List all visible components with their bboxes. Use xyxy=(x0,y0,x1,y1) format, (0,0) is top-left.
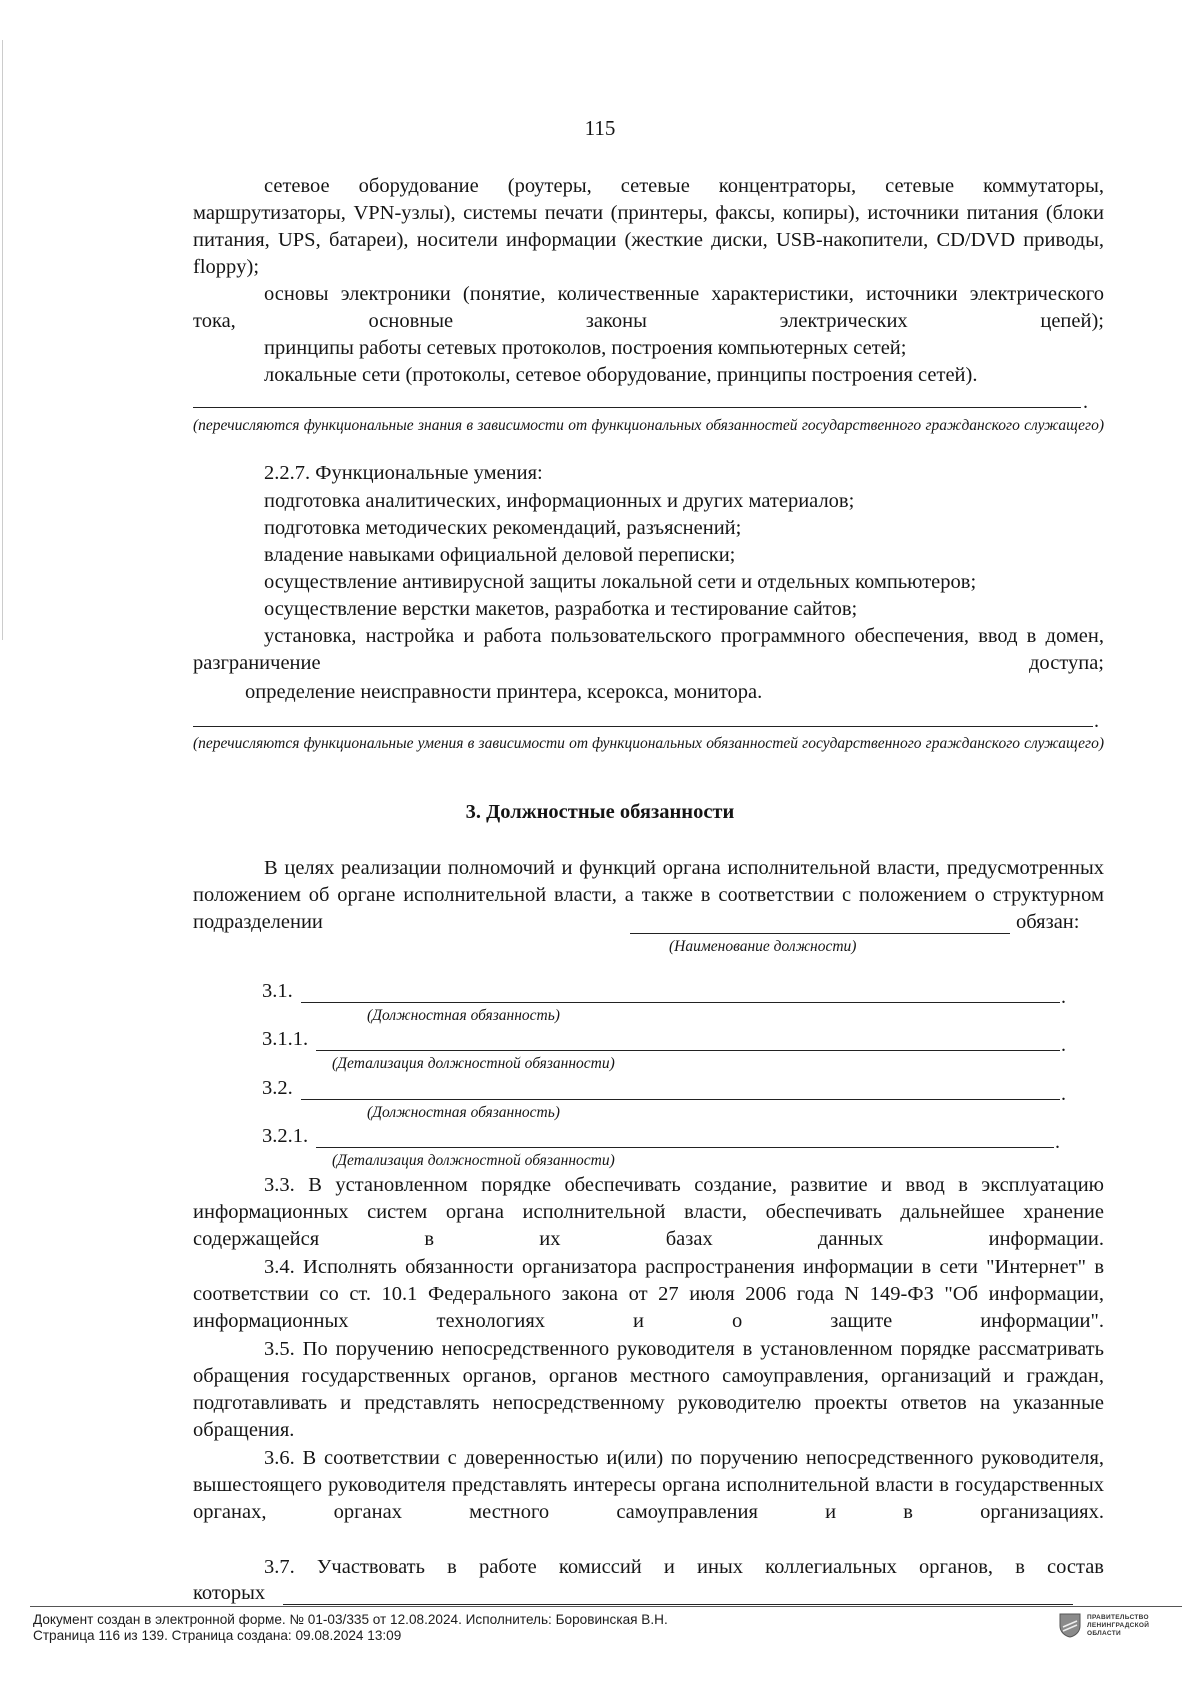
duty-row-period: . xyxy=(1061,1083,1066,1105)
knowledge-blank-period: . xyxy=(1083,391,1088,413)
duty-row-line xyxy=(316,1147,1054,1148)
duty-paragraph: 3.5. По поручению непосредственного руководителя в установленном порядке рассматривать обращения государственных органов, органов местного самоуправления, организаций и граждан, подготавливать и представлять непосредственному руководителю проекты ответов на указанные обращения. xyxy=(193,1338,1104,1441)
knowledge-blank-line xyxy=(193,407,1081,408)
knowledge-item: принципы работы сетевых протоколов, построения компьютерных сетей; xyxy=(264,337,907,359)
duty-row-caption: (Детализация должностной обязанности) xyxy=(332,1152,615,1169)
last-word: которых xyxy=(193,1582,266,1604)
footer-org-line: ЛЕНИНГРАДСКОЙ xyxy=(1087,1622,1150,1629)
membership-blank-line xyxy=(283,1604,1073,1605)
duty-paragraph: 3.7. Участвовать в работе комиссий и иных коллегиальных органов, в состав xyxy=(264,1556,1104,1578)
skills-item: подготовка аналитических, информационных и других материалов; xyxy=(264,490,855,512)
skills-heading: 2.2.7. Функциональные умения: xyxy=(264,462,543,484)
position-blank-line xyxy=(630,933,1010,934)
intro-paragraph xyxy=(193,855,1104,963)
duty-row-label: 3.2. xyxy=(262,1077,293,1099)
duty-row-caption: (Должностная обязанность) xyxy=(367,1104,560,1121)
duty-row-label: 3.1. xyxy=(262,980,293,1002)
duty-row-line xyxy=(316,1050,1060,1051)
knowledge-hint: (перечисляются функциональные знания в зависимости от функциональных обязанностей государственного гражданского служащего) xyxy=(193,417,1104,434)
skills-item: подготовка методических рекомендаций, разъяснений; xyxy=(264,517,742,539)
knowledge-item: основы электроники (понятие, количественные характеристики, источники электрического тока, основные законы электрических цепей); xyxy=(193,283,1104,332)
skills-item: осуществление верстки макетов, разработка и тестирование сайтов; xyxy=(264,598,858,620)
footer-line-2: Страница 116 из 139. Страница создана: 09.08.2024 13:09 xyxy=(33,1628,402,1643)
skills-item: осуществление антивирусной защиты локальной сети и отдельных компьютеров; xyxy=(264,571,977,593)
skills-item: владение навыками официальной деловой переписки; xyxy=(264,544,736,566)
knowledge-item: сетевое оборудование (роутеры, сетевые концентраторы, сетевые коммутаторы, маршрутизаторы, VPN-узлы), системы печати (принтеры, факсы, копиры), источники питания (блоки питания, UPS, батареи), носители информации (жесткие диски, USB-накопители, CD/DVD приводы, floppy); xyxy=(193,175,1104,278)
duty-row-line xyxy=(301,1099,1060,1100)
duty-row-caption: (Должностная обязанность) xyxy=(367,1007,560,1024)
duty-paragraph: 3.3. В установленном порядке обеспечивать создание, развитие и ввод в эксплуатацию информационных систем органа исполнительной власти, обеспечивать дальнейшее хранение содержащейся в их базах данных информации. xyxy=(193,1174,1104,1250)
duty-row-period: . xyxy=(1061,1034,1066,1056)
duty-row-label: 3.2.1. xyxy=(262,1125,309,1147)
skills-item: определение неисправности принтера, ксерокса, монитора. xyxy=(245,681,763,703)
page-number: 115 xyxy=(584,116,616,140)
section-title: 3. Должностные обязанности xyxy=(465,801,735,823)
footer-line-1: Документ создан в электронной форме. № 01-03/335 от 12.08.2024. Исполнитель: Боровинская В.Н. xyxy=(33,1612,668,1627)
skills-item: установка, настройка и работа пользовательского программного обеспечения, ввод в домен, разграничение доступа; xyxy=(193,625,1104,674)
duty-row-caption: (Детализация должностной обязанности) xyxy=(332,1055,615,1072)
knowledge-item: локальные сети (протоколы, сетевое оборудование, принципы построения сетей). xyxy=(264,364,978,386)
coat-of-arms-icon xyxy=(1058,1612,1082,1638)
position-caption: (Наименование должности) xyxy=(669,938,857,955)
intro-text: В целях реализации полномочий и функций органа исполнительной власти, предусмотренных положением об органе исполнительной власти, а также в соответствии с положением о структурном подразделении xyxy=(193,857,1104,933)
duty-paragraph: 3.4. Исполнять обязанности организатора распространения информации в сети "Интернет" в соответствии со ст. 10.1 Федерального закона от 27 июля 2006 года N 149-ФЗ "Об информации, информационных технологиях и о защите информации". xyxy=(193,1256,1104,1332)
skills-blank-line xyxy=(193,726,1093,727)
duty-paragraph: 3.6. В соответствии с доверенностью и(или) по поручению непосредственного руководителя, вышестоящего руководителя представлять интересы органа исполнительной власти в государственных органах, органах местного самоуправления и в организациях. xyxy=(193,1447,1104,1523)
duty-row-label: 3.1.1. xyxy=(262,1028,309,1050)
duty-row-period: . xyxy=(1055,1131,1060,1153)
footer-org-name xyxy=(1087,1614,1149,1638)
skills-blank-period: . xyxy=(1094,710,1099,732)
footer-org-line: ПРАВИТЕЛЬСТВО xyxy=(1087,1614,1149,1621)
footer-org-line: ОБЛАСТИ xyxy=(1087,1630,1121,1637)
duty-row-period: . xyxy=(1061,986,1066,1008)
duty-row-line xyxy=(301,1002,1060,1003)
intro-end: обязан: xyxy=(1016,911,1080,933)
footer-rule xyxy=(30,1606,1182,1607)
skills-hint: (перечисляются функциональные умения в зависимости от функциональных обязанностей государственного гражданского служащего) xyxy=(193,735,1104,752)
